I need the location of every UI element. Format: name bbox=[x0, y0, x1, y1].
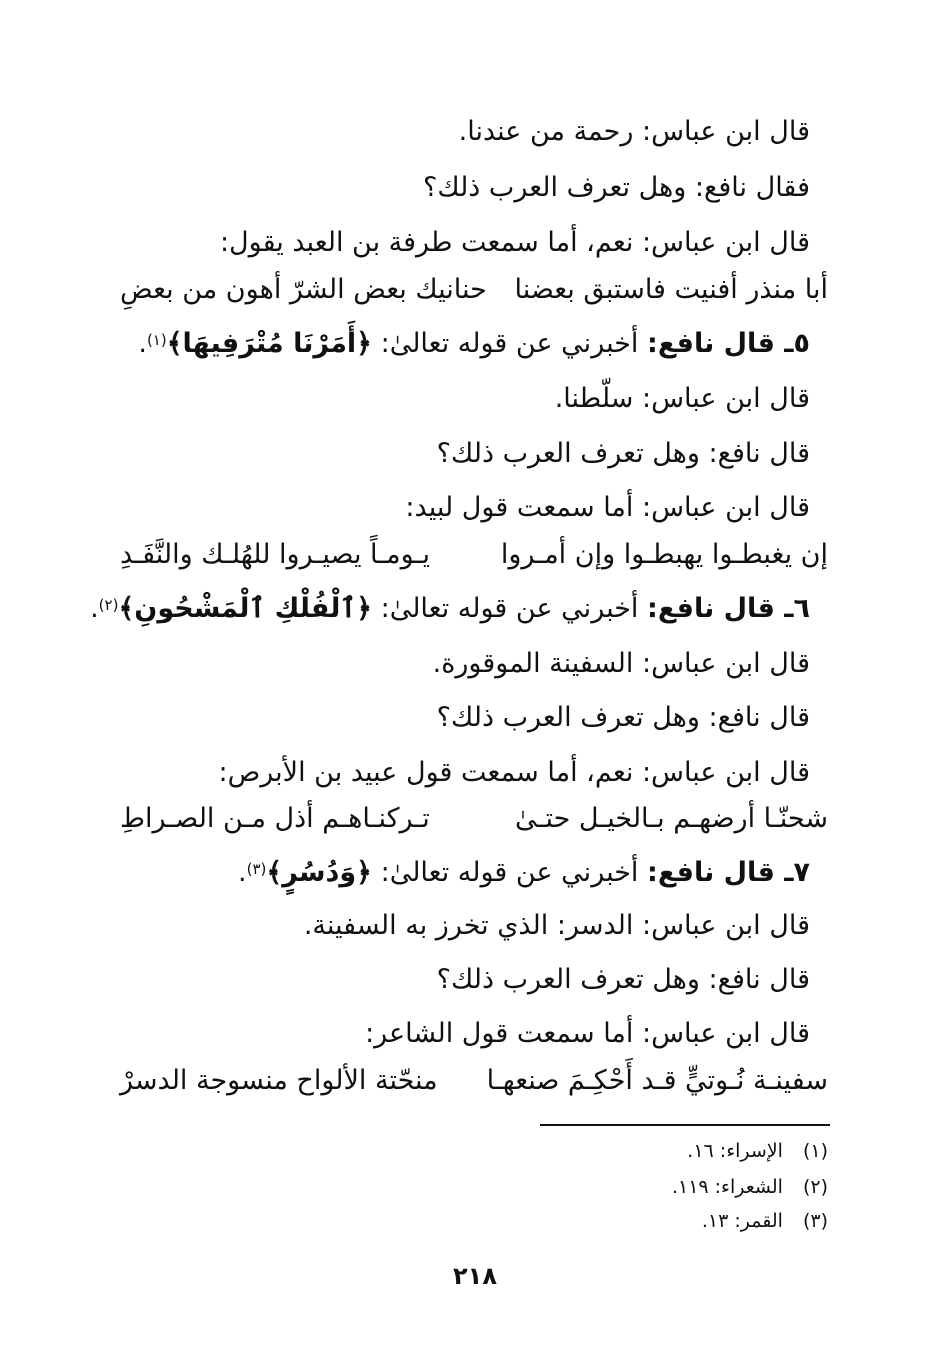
poetry-verse bbox=[120, 537, 828, 573]
sentence-end: . bbox=[90, 593, 99, 624]
question-prefix: ٦ـ قال نافع: bbox=[647, 593, 810, 624]
footnote-ref: (٢) bbox=[98, 596, 119, 614]
verse-first-hemistich: سفينـة نُـوتيٍّ قـد أَحْكِـمَ صنعهـا bbox=[486, 1065, 828, 1096]
sentence-end: . bbox=[238, 857, 247, 888]
question-text: أخبرني عن قوله تعالىٰ: bbox=[380, 328, 639, 359]
text-line: قال نافع: وهل تعرف العرب ذلك؟ bbox=[436, 438, 810, 469]
footnote-ref: (١) bbox=[146, 331, 167, 349]
text-line: قال ابن عباس: السفينة الموقورة. bbox=[432, 648, 810, 679]
verse-first-hemistich: إن يغبطـوا يهبطـوا وإن أمـروا bbox=[500, 539, 828, 570]
poetry-verse bbox=[120, 1063, 828, 1099]
question-line bbox=[238, 855, 810, 891]
text-line: قال ابن عباس: الدسر: الذي تخرز به السفينة. bbox=[303, 910, 810, 941]
page-number: ٢١٨ bbox=[453, 1262, 497, 1290]
verse-second-hemistich: يـومـاً يصيـروا للهُلـك والنَّفَـدِ bbox=[120, 539, 431, 570]
text-line: قال ابن عباس: أما سمعت قول الشاعر: bbox=[365, 1018, 810, 1049]
quran-verse: ﴿وَدُسُرٍ﴾ bbox=[266, 857, 373, 888]
quran-verse: ﴿ٱلْفُلْكِ ٱلْمَشْحُونِ﴾ bbox=[118, 593, 373, 624]
footnote bbox=[672, 1174, 828, 1200]
verse-second-hemistich: تـركنـاهـم أذل مـن الصـراطِ bbox=[120, 803, 430, 834]
text-line: قال ابن عباس: سلّطنا. bbox=[554, 383, 810, 414]
poetry-verse bbox=[120, 272, 828, 308]
footnote bbox=[702, 1208, 828, 1234]
text-line: قال نافع: وهل تعرف العرب ذلك؟ bbox=[436, 964, 810, 995]
footnote-number: (٣) bbox=[802, 1210, 828, 1232]
footnote-number: (٢) bbox=[802, 1176, 828, 1198]
quran-verse: ﴿أَمَرْنَا مُتْرَفِيهَا﴾ bbox=[166, 328, 373, 359]
footnote-text: الشعراء: ١١٩. bbox=[671, 1176, 783, 1198]
question-prefix: ٧ـ قال نافع: bbox=[647, 857, 810, 888]
footnote-separator bbox=[540, 1124, 830, 1126]
poetry-verse bbox=[120, 801, 828, 837]
question-prefix: ٥ـ قال نافع: bbox=[647, 328, 810, 359]
text-line: قال ابن عباس: أما سمعت قول لبيد: bbox=[405, 492, 810, 523]
footnote-text: الإسراء: ١٦. bbox=[687, 1140, 783, 1162]
text-line: قال ابن عباس: رحمة من عندنا. bbox=[458, 116, 810, 147]
verse-first-hemistich: أبا منذر أفنيت فاستبق بعضنا bbox=[514, 274, 828, 305]
text-line: قال نافع: وهل تعرف العرب ذلك؟ bbox=[436, 702, 810, 733]
question-line bbox=[90, 591, 810, 627]
question-text: أخبرني عن قوله تعالىٰ: bbox=[380, 593, 639, 624]
verse-second-hemistich: حنانيك بعض الشرّ أهون من بعضِ bbox=[120, 274, 487, 305]
text-line: قال ابن عباس: نعم، أما سمعت طرفة بن العبد يقول: bbox=[219, 227, 810, 258]
footnote-number: (١) bbox=[802, 1140, 828, 1162]
footnote-ref: (٣) bbox=[246, 860, 267, 878]
verse-first-hemistich: شحنّـا أرضهـم بـالخيـل حتـىٰ bbox=[515, 803, 828, 834]
footnote bbox=[687, 1138, 828, 1164]
text-line: فقال نافع: وهل تعرف العرب ذلك؟ bbox=[423, 172, 810, 203]
text-line: قال ابن عباس: نعم، أما سمعت قول عبيد بن الأبرص: bbox=[218, 757, 810, 788]
footnote-text: القمر: ١٣. bbox=[701, 1210, 783, 1232]
sentence-end: . bbox=[138, 328, 147, 359]
question-line bbox=[138, 326, 810, 362]
question-text: أخبرني عن قوله تعالىٰ: bbox=[380, 857, 639, 888]
verse-second-hemistich: منحّتة الألواح منسوجة الدسرْ bbox=[120, 1065, 438, 1096]
